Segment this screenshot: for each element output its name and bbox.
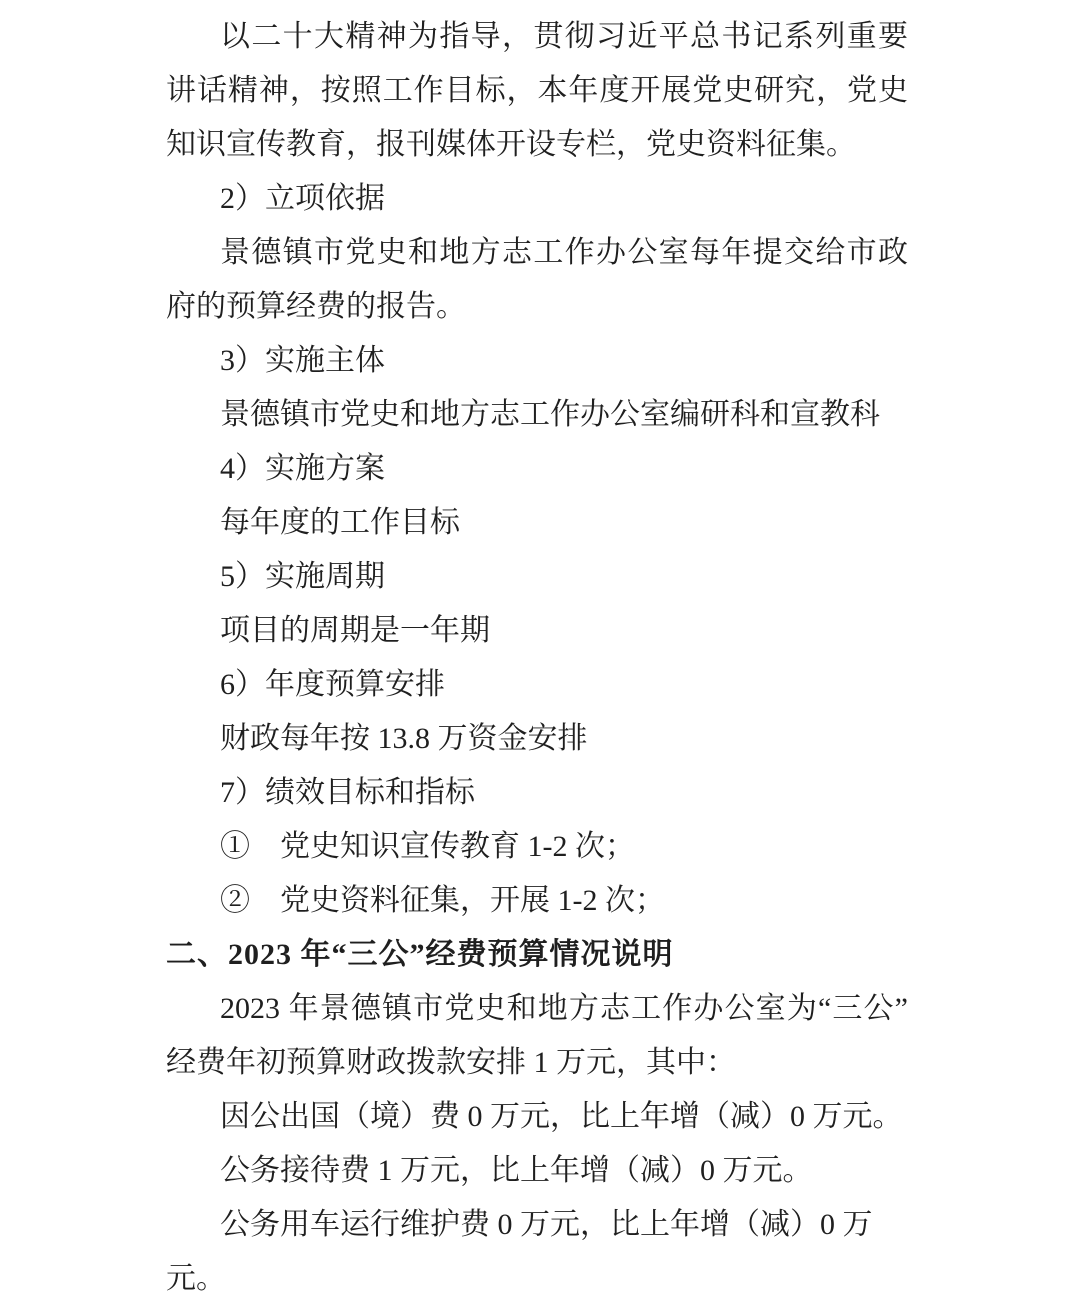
item-6-budget-paragraph: 财政每年按 13.8 万资金安排 [220,722,588,755]
item-3-implementer-paragraph: 景德镇市党史和地方志工作办公室编研科和宣教科 [220,398,880,431]
indicator-1-paragraph: ① 党史知识宣传教育 1-2 次； [220,830,635,863]
section-2-intro-paragraph: 2023 年景德镇市党史和地方志工作办公室为“三公”经费年初预算财政拨款安排 1 万元，其中： [166,992,908,1079]
section-2-heading: 二、2023 年“三公”经费预算情况说明 [166,938,674,971]
item-3-heading: 3）实施主体 [220,344,385,377]
item-7-heading: 7）绩效目标和指标 [220,776,475,809]
item-2-basis-paragraph: 景德镇市党史和地方志工作办公室每年提交给市政府的预算经费的报告。 [166,236,908,323]
item-4-plan-paragraph: 每年度的工作目标 [220,506,460,539]
item-2-heading: 2）立项依据 [220,182,385,215]
item-5-heading: 5）实施周期 [220,560,385,593]
line-reception-expense: 公务接待费 1 万元，比上年增（减）0 万元。 [220,1154,813,1187]
item-6-heading: 6）年度预算安排 [220,668,445,701]
item-5-cycle-paragraph: 项目的周期是一年期 [220,614,490,647]
line-abroad-expense: 因公出国（境）费 0 万元，比上年增（减）0 万元。 [220,1100,903,1133]
paragraph-work-goals: 以二十大精神为指导，贯彻习近平总书记系列重要讲话精神，按照工作目标，本年度开展党史研究，党史知识宣传教育，报刊媒体开设专栏，党史资料征集。 [166,20,908,161]
item-4-heading: 4）实施方案 [220,452,385,485]
indicator-2-paragraph: ② 党史资料征集，开展 1-2 次； [220,884,665,917]
line-vehicle-expense: 公务用车运行维护费 0 万元，比上年增（减）0 万元。 [166,1208,873,1295]
